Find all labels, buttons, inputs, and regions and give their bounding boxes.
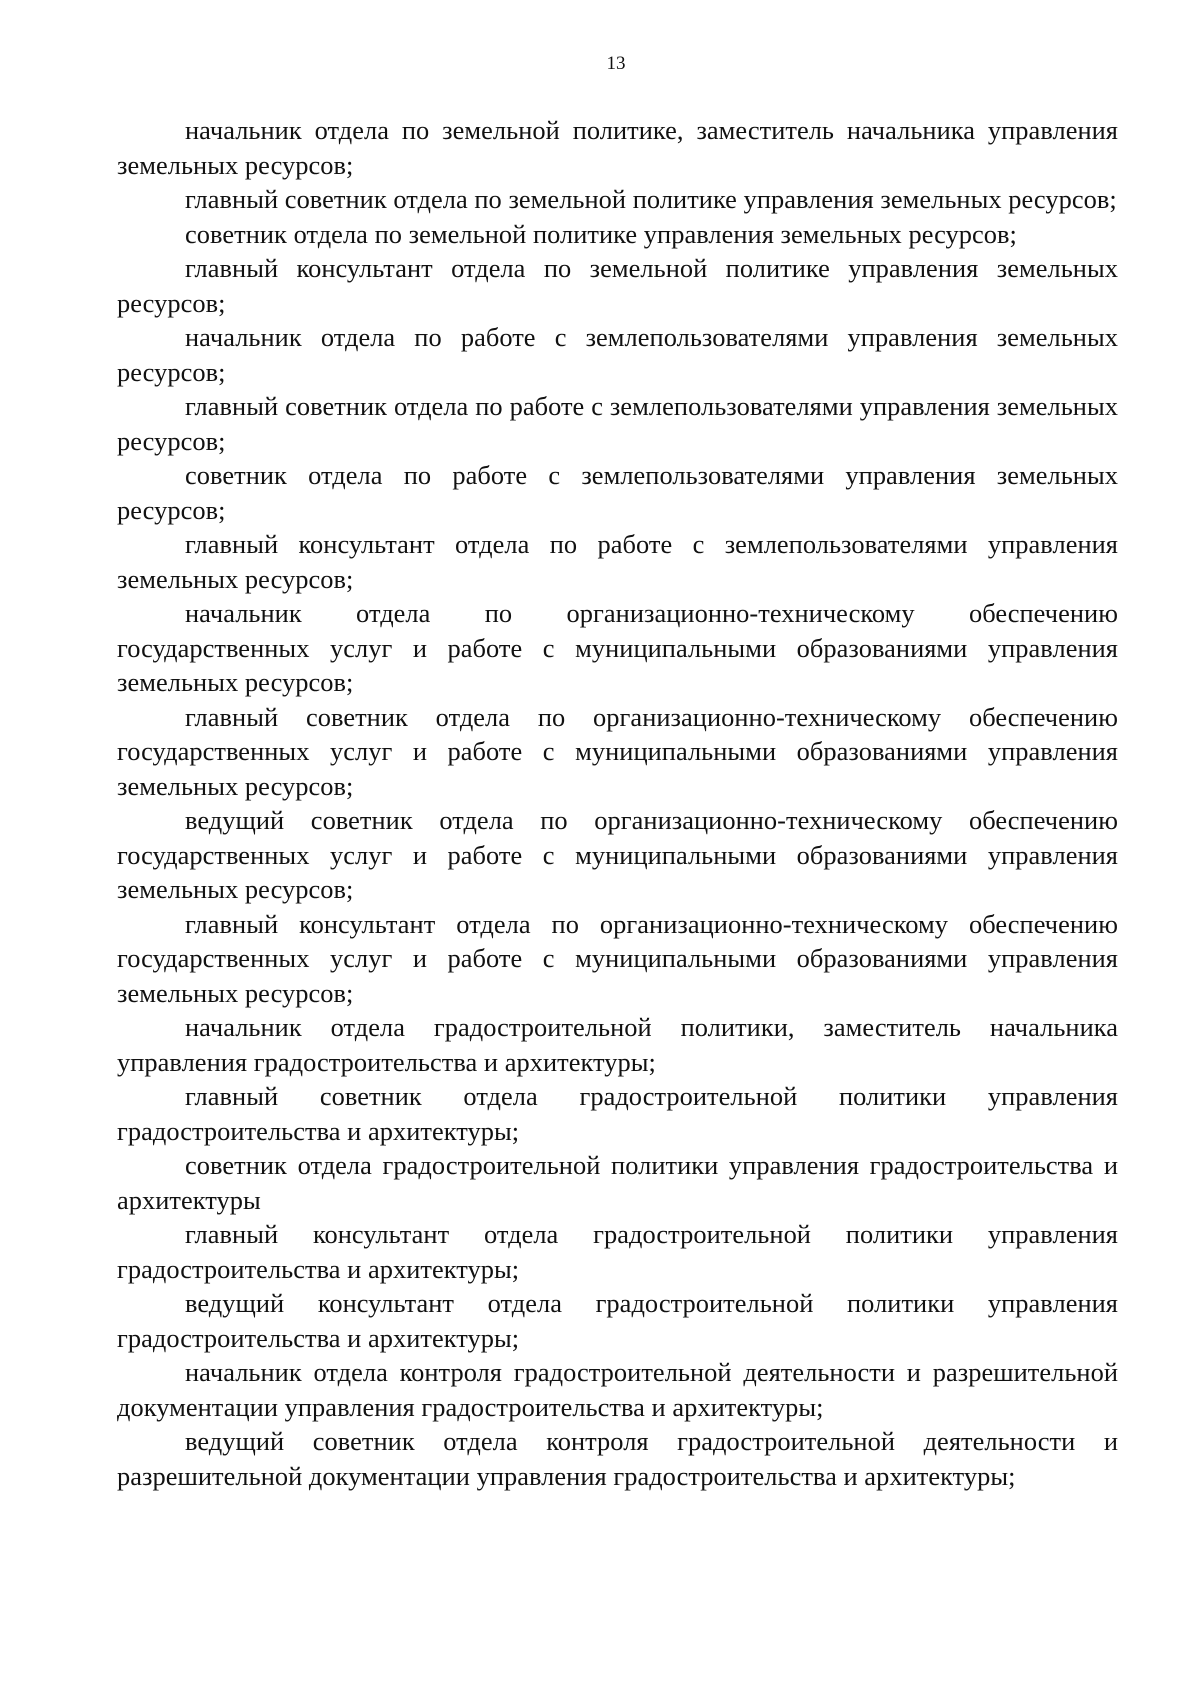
paragraph: ведущий советник отдела по организационно-техническому обеспечению государственных услуг и работе с муниципальными образованиями управления земельных ресурсов; [117, 805, 1118, 904]
paragraph: главный консультант отдела по организационно-техническому обеспечению государственных услуг и работе с муниципальными образованиями управления земельных ресурсов; [117, 908, 1118, 1008]
paragraph: главный консультант отдела по земельной политике управления земельных ресурсов; [117, 253, 1118, 318]
paragraph: советник отдела по работе с землепользователями управления земельных ресурсов; [117, 460, 1118, 525]
paragraph: советник отдела градостроительной политики управления градостроительства и архитектуры [117, 1150, 1118, 1215]
paragraph: главный советник отдела по земельной политике управления земельных ресурсов; [185, 184, 1117, 214]
paragraph: главный советник отдела по организационно-техническому обеспечению государственных услуг и работе с муниципальными образованиями управления земельных ресурсов; [117, 701, 1118, 801]
paragraph: начальник отдела контроля градостроительной деятельности и разрешительной документации управления градостроительства и архитектуры; [117, 1357, 1118, 1422]
paragraph: начальник отдела градостроительной политики, заместитель начальника управления градостроительства и архитектуры; [117, 1012, 1118, 1077]
paragraph: начальник отдела по земельной политике, заместитель начальника управления земельных ресурсов; [117, 115, 1118, 180]
paragraph: главный консультант отдела по работе с землепользователями управления земельных ресурсов; [117, 529, 1118, 594]
paragraph: советник отдела по земельной политике управления земельных ресурсов; [185, 218, 1017, 249]
paragraph: начальник отдела по организационно-техническому обеспечению государственных услуг и работе с муниципальными образованиями управления земельных ресурсов; [117, 598, 1118, 697]
document-body [117, 113, 1118, 1493]
page-number: 13 [606, 53, 626, 74]
paragraph: ведущий консультант отдела градостроительной политики управления градостроительства и архитектуры; [117, 1288, 1118, 1353]
paragraph: начальник отдела по работе с землепользователями управления земельных ресурсов; [117, 322, 1118, 387]
paragraph: главный советник отдела градостроительной политики управления градостроительства и архитектуры; [117, 1081, 1118, 1146]
paragraph: главный консультант отдела градостроительной политики управления градостроительства и архитектуры; [117, 1219, 1118, 1284]
paragraph: ведущий советник отдела контроля градостроительной деятельности и разрешительной документации управления градостроительства и архитектуры; [117, 1426, 1118, 1491]
paragraph: главный советник отдела по работе с землепользователями управления земельных ресурсов; [117, 391, 1118, 456]
